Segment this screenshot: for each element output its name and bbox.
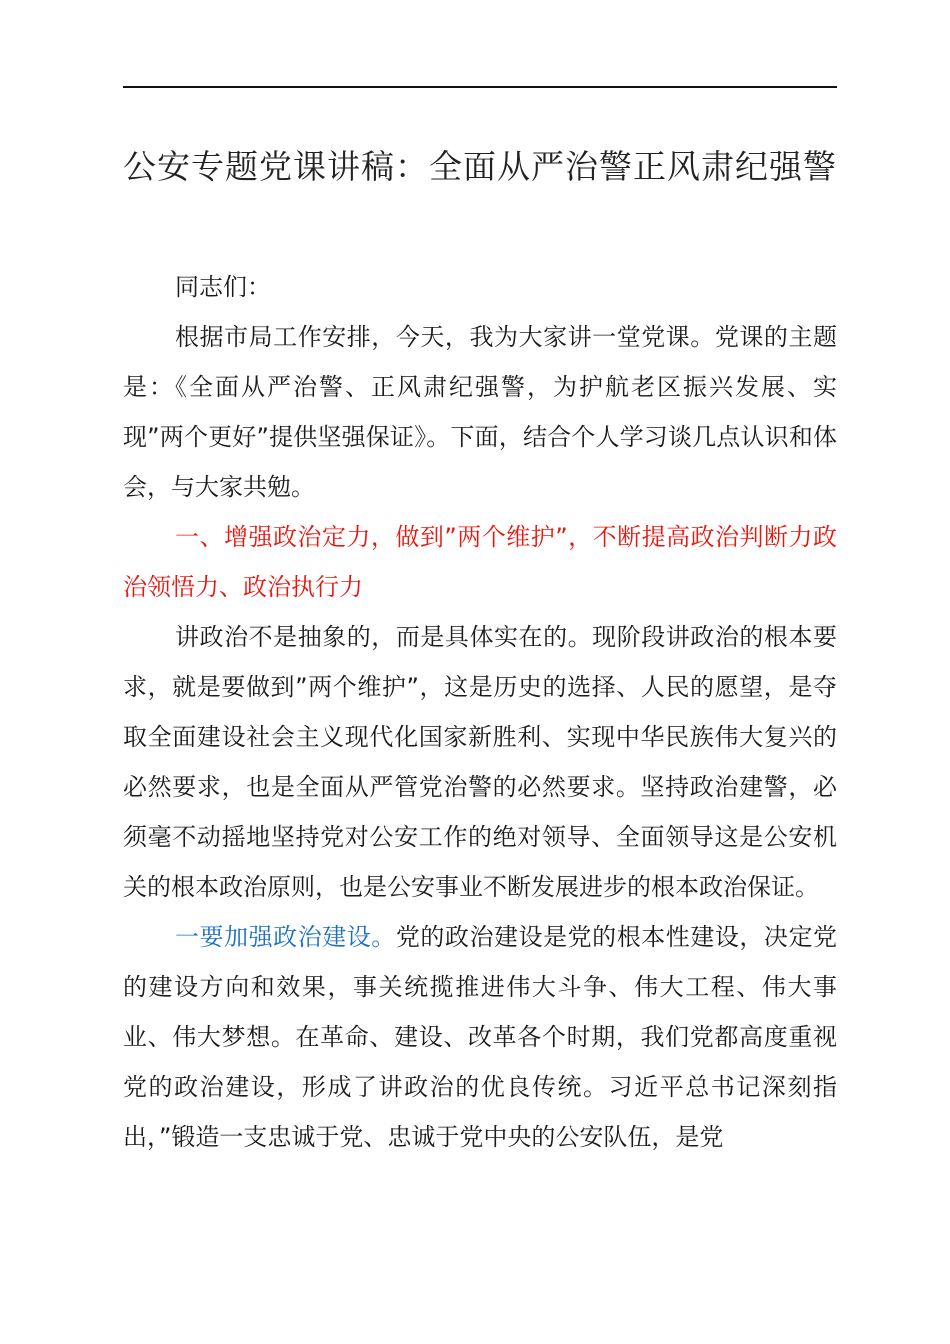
salutation: 同志们：	[175, 273, 271, 301]
point-1-text: 党的政治建设是党的根本性建设，决定党的建设方向和效果，事关统揽推进伟大斗争、伟大工程、伟大事业、伟大梦想。在革命、建设、改革各个时期，我们党都高度重视党的政治建设，形成了讲政治的优良传统。习近平总书记深刻指出，”锻造一支忠诚于党、忠诚于党中央的公安队伍，是党	[123, 923, 838, 1151]
document-body	[123, 262, 837, 1162]
point-1-paragraph	[123, 912, 837, 1162]
intro-paragraph: 根据市局工作安排，今天，我为大家讲一堂党课。党课的主题是：《全面从严治警、正风肃纪强警，为护航老区振兴发展、实现”两个更好”提供坚强保证》。下面，结合个人学习谈几点认识和体会，与大家共勉。	[123, 323, 837, 501]
document-title: 公安专题党课讲稿：全面从严治警正风肃纪强警	[123, 147, 837, 186]
header-rule	[123, 86, 837, 88]
section-1-heading: 一、增强政治定力，做到”两个维护”，不断提高政治判断力政治领悟力、政治执行力	[123, 523, 837, 601]
point-1-lead: 一要加强政治建设。	[175, 923, 396, 951]
section-1-paragraph: 讲政治不是抽象的，而是具体实在的。现阶段讲政治的根本要求，就是要做到”两个维护”，这是历史的选择、人民的愿望，是夺取全面建设社会主义现代化国家新胜利、实现中华民族伟大复兴的必然要求，也是全面从严管党治警的必然要求。坚持政治建警，必须毫不动摇地坚持党对公安工作的绝对领导、全面领导这是公安机关的根本政治原则，也是公安事业不断发展进步的根本政治保证。	[123, 623, 837, 901]
